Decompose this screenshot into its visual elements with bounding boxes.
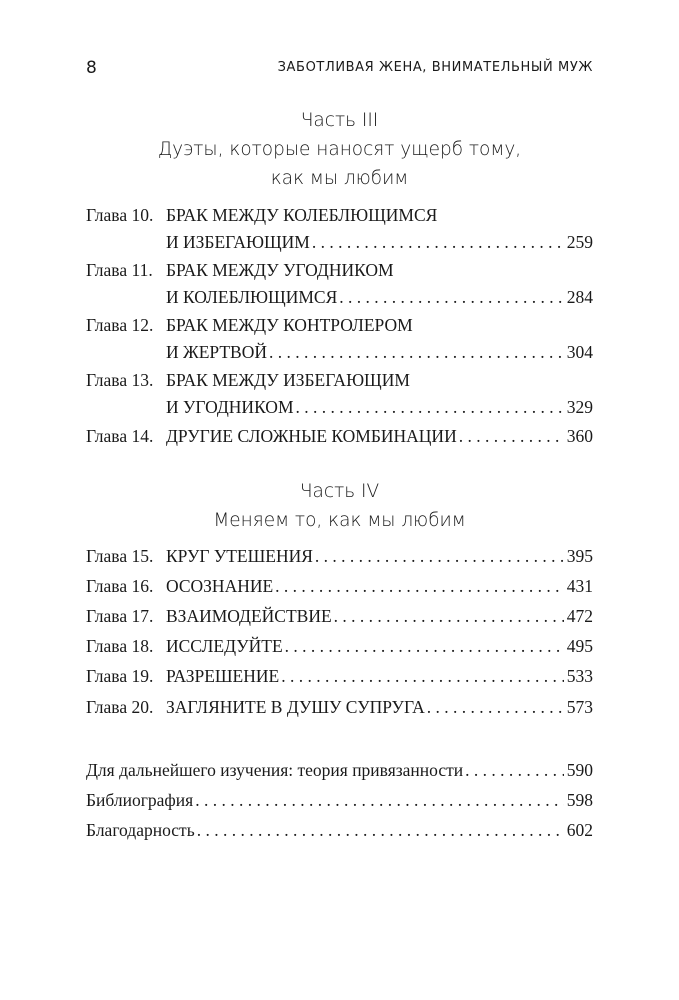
chapter-title: ОСОЗНАНИЕ bbox=[166, 576, 274, 596]
part-4-heading bbox=[86, 477, 593, 535]
page-ref: 431 bbox=[566, 576, 593, 596]
chapter-label: Глава 10. bbox=[86, 205, 154, 225]
dot-leader bbox=[459, 423, 564, 450]
part-3-title-line-1: Дуэты, которые наносят ущерб тому, bbox=[157, 139, 522, 160]
page-ref: 284 bbox=[566, 287, 593, 307]
chapter-label: Глава 18. bbox=[86, 636, 154, 656]
page-ref: 395 bbox=[566, 546, 593, 566]
toc-entry-chapter-17[interactable] bbox=[86, 603, 593, 630]
part-4-label: Часть IV bbox=[299, 481, 380, 502]
page-ref: 533 bbox=[566, 666, 593, 686]
chapter-label: Глава 19. bbox=[86, 666, 154, 686]
page-ref: 590 bbox=[566, 760, 593, 780]
part-4-title: Меняем то, как мы любим bbox=[213, 510, 466, 531]
dot-leader bbox=[269, 339, 564, 366]
chapter-title-line-2: И УГОДНИКОМ bbox=[166, 397, 294, 417]
chapter-label: Глава 11. bbox=[86, 260, 153, 280]
running-book-title: ЗАБОТЛИВАЯ ЖЕНА, ВНИМАТЕЛЬНЫЙ МУЖ bbox=[277, 60, 593, 75]
toc-entry-chapter-19[interactable] bbox=[86, 663, 593, 690]
toc-entry-chapter-15[interactable] bbox=[86, 543, 593, 570]
dot-leader bbox=[275, 573, 564, 600]
page-ref: 573 bbox=[566, 697, 593, 717]
part-3-heading bbox=[86, 106, 593, 193]
part-3-title-line-2: как мы любим bbox=[270, 168, 409, 189]
chapter-label: Глава 12. bbox=[86, 315, 154, 335]
toc-entry-chapter-10[interactable] bbox=[86, 202, 593, 256]
page-ref: 259 bbox=[566, 232, 593, 252]
dot-leader bbox=[315, 543, 564, 570]
dot-leader bbox=[465, 757, 564, 784]
chapter-title-line-2: И КОЛЕБЛЮЩИМСЯ bbox=[166, 287, 338, 307]
chapter-title-line-1: БРАК МЕЖДУ ИЗБЕГАЮЩИМ bbox=[166, 370, 410, 390]
page-ref: 329 bbox=[566, 397, 593, 417]
dot-leader bbox=[296, 394, 564, 421]
page-ref: 304 bbox=[566, 342, 593, 362]
running-header bbox=[86, 58, 593, 82]
back-matter-title: Благодарность bbox=[86, 820, 195, 840]
dot-leader bbox=[195, 787, 564, 814]
chapter-label: Глава 17. bbox=[86, 606, 154, 626]
dot-leader bbox=[285, 633, 564, 660]
toc-entry-chapter-16[interactable] bbox=[86, 573, 593, 600]
dot-leader bbox=[427, 694, 564, 721]
dot-leader bbox=[281, 663, 564, 690]
toc-entry-further-reading[interactable] bbox=[86, 757, 593, 784]
toc-entry-chapter-18[interactable] bbox=[86, 633, 593, 660]
chapter-title: ЗАГЛЯНИТЕ В ДУШУ СУПРУГА bbox=[166, 697, 425, 717]
toc-entry-chapter-12[interactable] bbox=[86, 312, 593, 366]
page-ref: 495 bbox=[566, 636, 593, 656]
chapter-title-line-1: БРАК МЕЖДУ КОНТРОЛЕРОМ bbox=[166, 315, 413, 335]
part-3-label: Часть III bbox=[300, 110, 379, 131]
chapter-title: КРУГ УТЕШЕНИЯ bbox=[166, 546, 313, 566]
chapter-label: Глава 20. bbox=[86, 697, 154, 717]
back-matter-title: Библиография bbox=[86, 790, 194, 810]
chapter-label: Глава 16. bbox=[86, 576, 154, 596]
chapter-title-line-2: И ЖЕРТВОЙ bbox=[166, 342, 267, 362]
dot-leader bbox=[334, 603, 564, 630]
chapter-label: Глава 13. bbox=[86, 370, 154, 390]
chapter-label: Глава 14. bbox=[86, 426, 154, 446]
dot-leader bbox=[312, 229, 564, 256]
page-number: 8 bbox=[86, 58, 97, 78]
toc-entry-bibliography[interactable] bbox=[86, 787, 593, 814]
page-ref: 602 bbox=[566, 820, 593, 840]
chapter-title: РАЗРЕШЕНИЕ bbox=[166, 666, 280, 686]
toc-entry-chapter-13[interactable] bbox=[86, 367, 593, 421]
dot-leader bbox=[197, 817, 564, 844]
back-matter-title: Для дальнейшего изучения: теория привязанности bbox=[86, 760, 464, 780]
toc-entry-chapter-14[interactable] bbox=[86, 423, 593, 450]
toc-entry-acknowledgements[interactable] bbox=[86, 817, 593, 844]
dot-leader bbox=[339, 284, 564, 311]
chapter-title-line-1: БРАК МЕЖДУ УГОДНИКОМ bbox=[166, 260, 394, 280]
chapter-label: Глава 15. bbox=[86, 546, 154, 566]
chapter-title: ВЗАИМОДЕЙСТВИЕ bbox=[166, 606, 332, 626]
chapter-title: ИССЛЕДУЙТЕ bbox=[166, 636, 283, 656]
chapter-title-line-2: И ИЗБЕГАЮЩИМ bbox=[166, 232, 310, 252]
chapter-title-line-1: БРАК МЕЖДУ КОЛЕБЛЮЩИМСЯ bbox=[166, 205, 438, 225]
toc-entry-chapter-20[interactable] bbox=[86, 694, 593, 721]
page-ref: 472 bbox=[566, 606, 593, 626]
chapter-title: ДРУГИЕ СЛОЖНЫЕ КОМБИНАЦИИ bbox=[166, 426, 457, 446]
toc-entry-chapter-11[interactable] bbox=[86, 257, 593, 311]
page-ref: 598 bbox=[566, 790, 593, 810]
page-ref: 360 bbox=[566, 426, 593, 446]
